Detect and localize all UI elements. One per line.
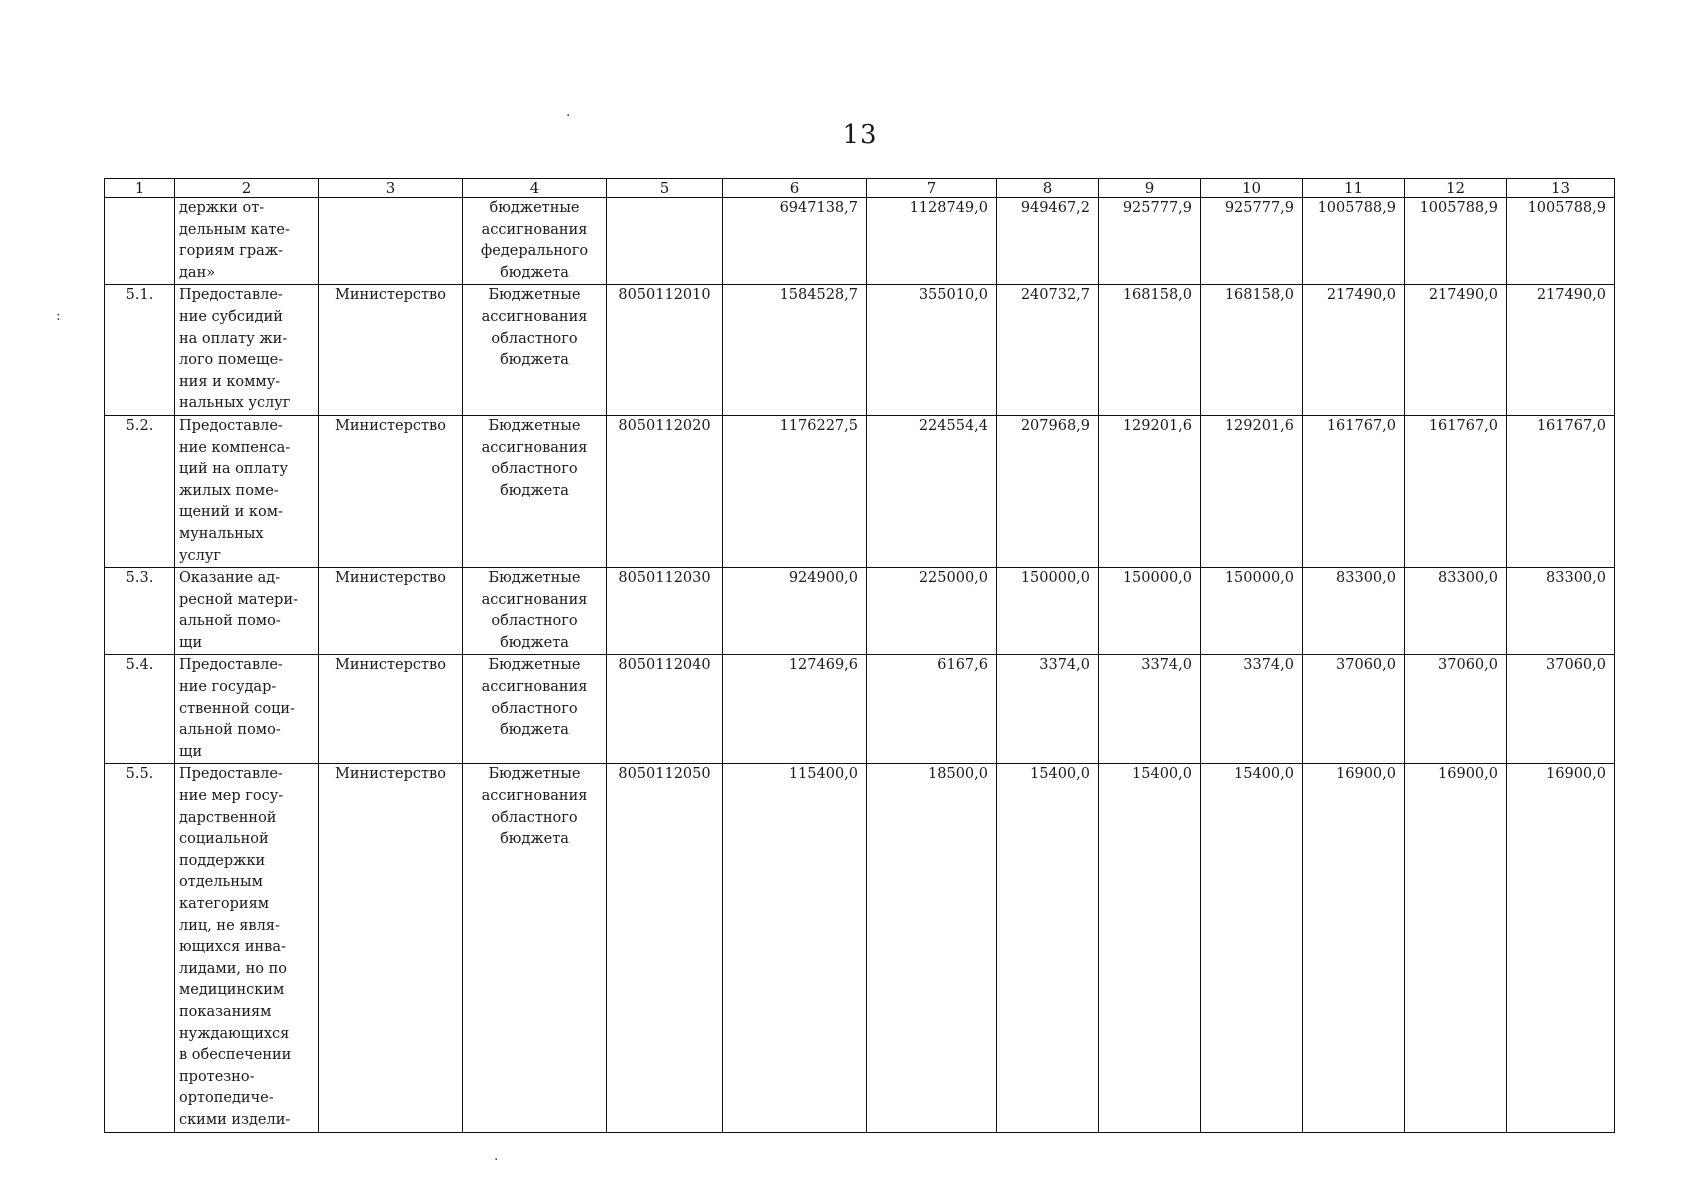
budget-code-cell	[607, 198, 723, 285]
funding-source-line: федерального	[480, 243, 589, 260]
amount-cell: 161767,0	[1507, 415, 1615, 567]
funding-source-cell	[463, 568, 607, 655]
amount-cell: 37060,0	[1405, 655, 1507, 764]
header-cell: 2	[175, 179, 319, 198]
row-number-cell	[105, 198, 175, 285]
funding-source-line: Бюджетные	[488, 657, 581, 674]
measure-name-cell	[175, 415, 319, 567]
budget-code-cell: 8050112040	[607, 655, 723, 764]
funding-source-line: областного	[491, 809, 578, 826]
funding-source-line: областного	[491, 330, 578, 347]
amount-cell: 150000,0	[1099, 568, 1201, 655]
table-row	[105, 764, 1615, 1132]
measure-name-line: держки от-	[179, 200, 265, 216]
measure-name-line: жилых поме-	[179, 482, 279, 499]
funding-source-line: областного	[491, 461, 578, 478]
row-number-cell: 5.2.	[105, 415, 175, 567]
measure-name-cell	[175, 285, 319, 416]
measure-name-line: протезно-	[179, 1068, 255, 1085]
measure-name-line: отдельным	[179, 874, 263, 891]
funding-source-line: бюджета	[500, 352, 569, 369]
measure-name-line: ций на оплату	[179, 461, 288, 478]
amount-cell: 3374,0	[997, 655, 1099, 764]
funding-source-line: Бюджетные	[488, 287, 581, 304]
measure-name-cell	[175, 655, 319, 764]
executor-cell: Министерство	[319, 415, 463, 567]
executor-cell: Министерство	[319, 568, 463, 655]
header-cell: 5	[607, 179, 723, 198]
amount-cell: 16900,0	[1405, 764, 1507, 1132]
header-cell: 12	[1405, 179, 1507, 198]
funding-source-cell	[463, 198, 607, 285]
scan-speck: :	[56, 308, 61, 324]
amount-cell: 217490,0	[1405, 285, 1507, 416]
header-cell: 6	[723, 179, 867, 198]
funding-source-line: ассигнования	[481, 591, 588, 608]
measure-name-line: ние компенса-	[179, 439, 291, 456]
row-number-cell: 5.5.	[105, 764, 175, 1132]
amount-cell: 16900,0	[1303, 764, 1405, 1132]
measure-name-line: лого помеще-	[179, 352, 284, 369]
amount-cell: 925777,9	[1201, 198, 1303, 285]
measure-name-line: дельным кате-	[179, 221, 290, 238]
measure-name-cell	[175, 764, 319, 1132]
header-row	[105, 179, 1615, 198]
measure-name-line: щи	[179, 634, 203, 651]
measure-name-line: медицинским	[179, 982, 285, 999]
amount-cell: 115400,0	[723, 764, 867, 1132]
row-number-cell: 5.4.	[105, 655, 175, 764]
header-cell: 11	[1303, 179, 1405, 198]
amount-cell: 3374,0	[1099, 655, 1201, 764]
measure-name-cell	[175, 568, 319, 655]
funding-source-line: Бюджетные	[488, 417, 581, 434]
measure-name-line: скими издели-	[179, 1111, 291, 1128]
funding-source-cell	[463, 655, 607, 764]
measure-name-line: социальной	[179, 831, 269, 848]
measure-name-line: Оказание ад-	[179, 570, 281, 587]
funding-source-cell	[463, 764, 607, 1132]
table-row	[105, 655, 1615, 764]
funding-source-line: Бюджетные	[488, 766, 581, 783]
row-number-cell: 5.3.	[105, 568, 175, 655]
measure-name-line: гориям граж-	[179, 243, 284, 260]
header-cell: 8	[997, 179, 1099, 198]
measure-name-line: дарственной	[179, 809, 277, 826]
funding-source-line: бюджета	[500, 831, 569, 848]
amount-cell: 150000,0	[997, 568, 1099, 655]
header-cell: 10	[1201, 179, 1303, 198]
measure-name-line: ние государ-	[179, 679, 277, 696]
amount-cell: 129201,6	[1099, 415, 1201, 567]
measure-name-line: показаниям	[179, 1003, 272, 1020]
executor-cell	[319, 198, 463, 285]
funding-source-line: бюджета	[500, 482, 569, 499]
amount-cell: 224554,4	[867, 415, 997, 567]
amount-cell: 225000,0	[867, 568, 997, 655]
measure-name-line: поддержки	[179, 852, 266, 869]
funding-source-cell	[463, 415, 607, 567]
amount-cell: 15400,0	[1099, 764, 1201, 1132]
amount-cell: 217490,0	[1507, 285, 1615, 416]
measure-name-line: ние мер госу-	[179, 788, 284, 805]
measure-name-line: Предоставле-	[179, 657, 283, 674]
amount-cell: 168158,0	[1099, 285, 1201, 416]
funding-source-line: бюджета	[500, 634, 569, 651]
measure-name-line: нальных услуг	[179, 395, 291, 412]
funding-source-line: ассигнования	[481, 788, 588, 805]
amount-cell: 1128749,0	[867, 198, 997, 285]
amount-cell: 83300,0	[1303, 568, 1405, 655]
measure-name-line: лидами, но по	[179, 960, 288, 977]
measure-name-line: дан»	[179, 264, 216, 281]
amount-cell: 925777,9	[1099, 198, 1201, 285]
header-cell: 3	[319, 179, 463, 198]
scan-speck: ·	[494, 1152, 499, 1168]
funding-source-line: бюджета	[500, 722, 569, 739]
funding-source-line: Бюджетные	[488, 570, 581, 587]
header-cell: 9	[1099, 179, 1201, 198]
measure-name-line: на оплату жи-	[179, 330, 288, 347]
amount-cell: 207968,9	[997, 415, 1099, 567]
amount-cell: 168158,0	[1201, 285, 1303, 416]
funding-source-line: областного	[491, 613, 578, 630]
measure-name-line: альной помо-	[179, 613, 281, 630]
budget-code-cell: 8050112020	[607, 415, 723, 567]
measure-name-line: мунальных	[179, 525, 264, 542]
amount-cell: 15400,0	[1201, 764, 1303, 1132]
table-row	[105, 285, 1615, 416]
measure-name-line: в обеспечении	[179, 1047, 292, 1064]
table-row	[105, 198, 1615, 285]
executor-cell: Министерство	[319, 764, 463, 1132]
amount-cell: 6947138,7	[723, 198, 867, 285]
amount-cell: 127469,6	[723, 655, 867, 764]
amount-cell: 1176227,5	[723, 415, 867, 567]
measure-name-cell	[175, 198, 319, 285]
funding-source-line: бюджетные	[489, 200, 580, 216]
amount-cell: 161767,0	[1405, 415, 1507, 567]
measure-name-line: щений и ком-	[179, 504, 283, 521]
measure-name-line: ющихся инва-	[179, 939, 286, 956]
row-number-cell: 5.1.	[105, 285, 175, 416]
measure-name-line: услуг	[179, 547, 221, 564]
scan-speck: ·	[566, 108, 571, 124]
funding-source-line: ассигнования	[481, 439, 588, 456]
budget-code-cell: 8050112010	[607, 285, 723, 416]
amount-cell: 3374,0	[1201, 655, 1303, 764]
amount-cell: 83300,0	[1507, 568, 1615, 655]
measure-name-line: Предоставле-	[179, 417, 283, 434]
amount-cell: 150000,0	[1201, 568, 1303, 655]
funding-source-line: бюджета	[500, 264, 569, 281]
funding-source-line: ассигнования	[481, 221, 588, 238]
table-row	[105, 568, 1615, 655]
amount-cell: 37060,0	[1507, 655, 1615, 764]
measure-name-line: ортопедиче-	[179, 1090, 274, 1107]
amount-cell: 37060,0	[1303, 655, 1405, 764]
amount-cell: 1005788,9	[1303, 198, 1405, 285]
measure-name-line: нуждающихся	[179, 1025, 290, 1042]
measure-name-line: ния и комму-	[179, 373, 281, 390]
page-number: 13	[842, 120, 878, 150]
amount-cell: 1005788,9	[1405, 198, 1507, 285]
funding-source-line: ассигнования	[481, 679, 588, 696]
measure-name-line: Предоставле-	[179, 287, 283, 304]
table-body	[105, 198, 1615, 1133]
executor-cell: Министерство	[319, 655, 463, 764]
amount-cell: 83300,0	[1405, 568, 1507, 655]
amount-cell: 355010,0	[867, 285, 997, 416]
measure-name-line: ственной соци-	[179, 700, 295, 717]
amount-cell: 129201,6	[1201, 415, 1303, 567]
amount-cell: 949467,2	[997, 198, 1099, 285]
budget-code-cell: 8050112050	[607, 764, 723, 1132]
amount-cell: 15400,0	[997, 764, 1099, 1132]
amount-cell: 1584528,7	[723, 285, 867, 416]
amount-cell: 161767,0	[1303, 415, 1405, 567]
amount-cell: 924900,0	[723, 568, 867, 655]
amount-cell: 240732,7	[997, 285, 1099, 416]
amount-cell: 1005788,9	[1507, 198, 1615, 285]
table-row	[105, 415, 1615, 567]
measure-name-line: ресной матери-	[179, 591, 299, 608]
measure-name-line: щи	[179, 743, 203, 760]
executor-cell: Министерство	[319, 285, 463, 416]
budget-code-cell: 8050112030	[607, 568, 723, 655]
amount-cell: 217490,0	[1303, 285, 1405, 416]
header-cell: 13	[1507, 179, 1615, 198]
budget-table	[104, 178, 1615, 1133]
funding-source-line: областного	[491, 700, 578, 717]
measure-name-line: лиц, не явля-	[179, 917, 280, 934]
measure-name-line: Предоставле-	[179, 766, 283, 783]
measure-name-line: категориям	[179, 896, 270, 912]
amount-cell: 6167,6	[867, 655, 997, 764]
header-cell: 4	[463, 179, 607, 198]
amount-cell: 16900,0	[1507, 764, 1615, 1132]
funding-source-cell	[463, 285, 607, 416]
measure-name-line: альной помо-	[179, 722, 281, 739]
measure-name-line: ние субсидий	[179, 308, 283, 325]
funding-source-line: ассигнования	[481, 308, 588, 325]
header-cell: 1	[105, 179, 175, 198]
header-cell: 7	[867, 179, 997, 198]
amount-cell: 18500,0	[867, 764, 997, 1132]
